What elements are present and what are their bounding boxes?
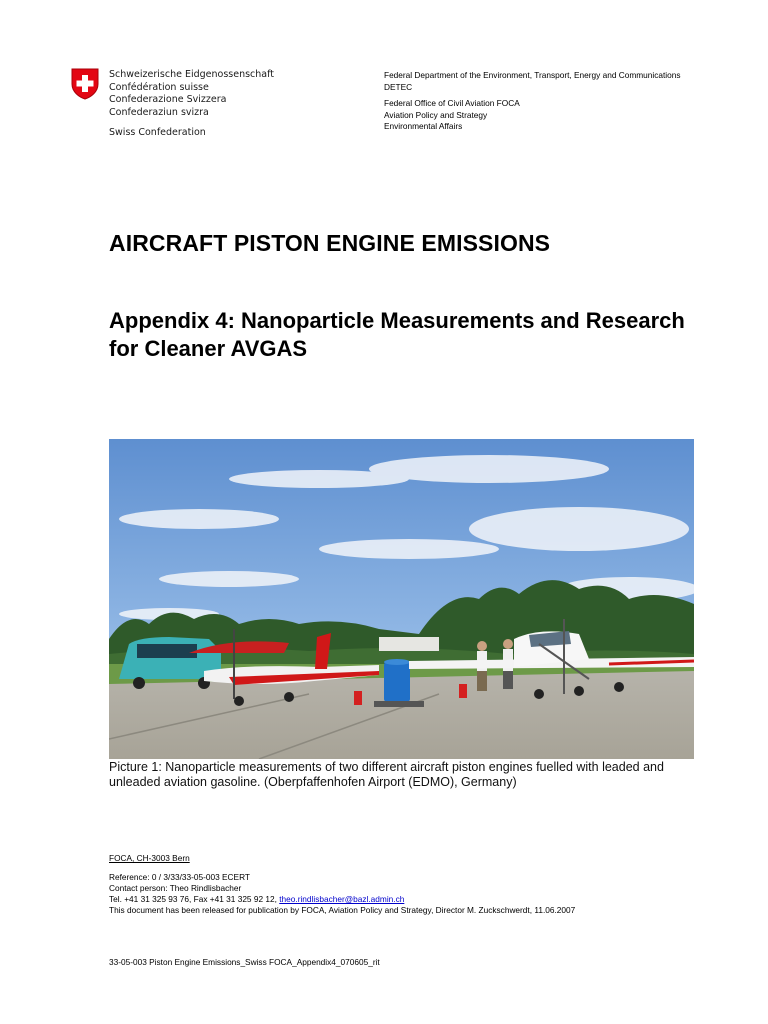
office-line-1: Federal Office of Civil Aviation FOCA bbox=[384, 98, 520, 108]
document-subtitle: Appendix 4: Nanoparticle Measurements and Research for Cleaner AVGAS bbox=[109, 308, 685, 361]
footer-org: FOCA, CH-3003 Bern bbox=[109, 853, 190, 863]
confederation-name-en: Swiss Confederation bbox=[109, 127, 206, 138]
footer-contact: Contact person: Theo Rindlisbacher bbox=[109, 883, 242, 893]
footer-release: This document has been released for publication by FOCA, Aviation Policy and Strategy, Director M. Zuckschwerdt, 11.06.2007 bbox=[109, 905, 576, 915]
department-name: Federal Department of the Environment, Transport, Energy and Communications DETEC bbox=[384, 70, 681, 92]
confederation-name-it: Confederazione Svizzera bbox=[109, 94, 227, 105]
confederation-name-de: Schweizerische Eidgenossenschaft bbox=[109, 69, 275, 80]
confederation-name-rm: Confederaziun svizra bbox=[109, 106, 209, 118]
footer-tel-line bbox=[109, 894, 575, 905]
document-filename: 33-05-003 Piston Engine Emissions_Swiss FOCA_Appendix4_070605_rit bbox=[109, 957, 380, 967]
footer-tel: Tel. +41 31 325 93 76, Fax +41 31 325 92 12, bbox=[109, 894, 280, 904]
photo-caption: Picture 1: Nanoparticle measurements of two different aircraft piston engines fuelled with leaded and unleaded aviation gasoline. (Oberpfaffenhofen Airport (EDMO), Germany) bbox=[109, 760, 664, 789]
department-block bbox=[384, 70, 684, 133]
swiss-cross-logo-icon bbox=[70, 68, 100, 105]
footer-block bbox=[109, 853, 575, 916]
footer-reference: Reference: 0 / 3/33/33-05-003 ECERT bbox=[109, 872, 250, 882]
confederation-name-fr: Confédération suisse bbox=[109, 81, 209, 93]
confederation-names bbox=[109, 69, 274, 140]
office-line-2: Aviation Policy and Strategy bbox=[384, 109, 488, 120]
airfield-photo bbox=[109, 439, 694, 759]
email-link[interactable]: theo.rindlisbacher@bazl.admin.ch bbox=[279, 894, 405, 904]
document-title: AIRCRAFT PISTON ENGINE EMISSIONS bbox=[109, 230, 551, 256]
office-line-3: Environmental Affairs bbox=[384, 121, 463, 131]
